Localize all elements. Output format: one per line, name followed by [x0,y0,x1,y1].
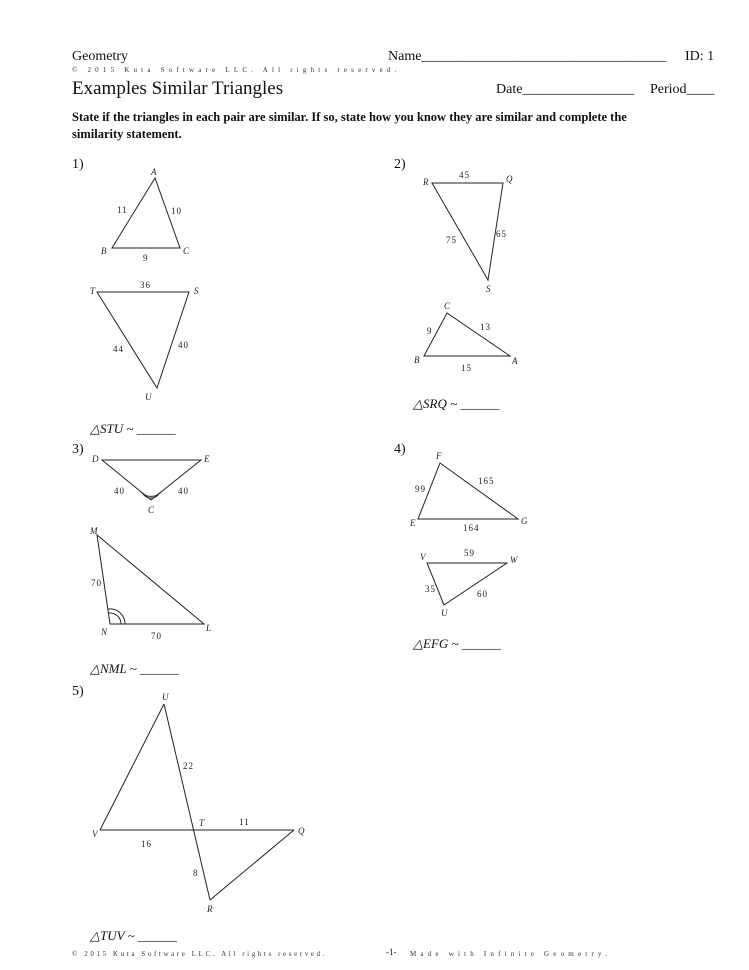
header-copyright: © 2015 Kuta Software LLC. All rights reserved. [72,66,401,74]
side-label: 35 [425,584,436,594]
side-label: 44 [113,344,124,354]
side-label: 15 [461,363,472,373]
instructions: State if the triangles in each pair are similar. If so, state how you know they are similar and complete the similarity statement. [72,110,627,141]
side-label: 16 [141,839,152,849]
footer-made-with: Made with Infinite Geometry. [410,950,612,958]
worksheet-id: ID: 1 [685,49,715,64]
vertex-label: G [521,516,529,526]
angle-mark [109,613,121,624]
name-field[interactable]: Name___________________________________ [388,49,667,64]
segment-ur [164,704,210,900]
vertex-label: L [206,623,213,633]
vertex-label: T [90,286,97,296]
side-label: 75 [446,235,457,245]
course-name: Geometry [72,49,128,64]
triangle-cba [424,313,510,356]
vertex-label: V [92,829,99,839]
vertex-label: M [90,526,99,536]
vertex-label: B [101,246,108,256]
date-field[interactable]: Date________________ [496,82,635,97]
vertex-label: V [420,552,427,562]
side-label: 10 [171,206,182,216]
side-label: 65 [496,229,507,239]
angle-mark [108,609,125,624]
triangle-vwu [427,563,507,605]
vertex-label: E [410,518,417,528]
problem-2-statement[interactable]: △SRQ ~ ______ [413,396,500,411]
problem-4-number: 4) [394,442,406,457]
segment-qr [210,830,294,900]
problem-1-number: 1) [72,157,84,172]
vertex-label: B [414,355,421,365]
side-label: 70 [91,578,102,588]
side-label: 165 [478,476,495,486]
problem-5-statement[interactable]: △TUV ~ ______ [90,928,177,943]
vertex-label: C [444,301,452,311]
vertex-label: Q [506,174,514,184]
problem-4-statement[interactable]: △EFG ~ ______ [413,636,501,651]
triangle-rqs [432,183,503,280]
triangle-feg [418,463,518,519]
side-label: 40 [178,340,189,350]
vertex-label: D [92,454,100,464]
side-label: 40 [178,486,189,496]
side-label: 60 [477,589,488,599]
problem-5-number: 5) [72,684,84,699]
vertex-label: N [101,627,109,637]
page-number: -1- [386,947,397,957]
side-label: 99 [415,484,426,494]
vertex-label: U [441,608,449,618]
vertex-label: U [145,392,153,402]
side-label: 70 [151,631,162,641]
footer-copyright: © 2015 Kuta Software LLC. All rights reserved. [72,950,327,958]
side-label: 36 [140,280,151,290]
triangle-stu [97,292,189,388]
worksheet-title: Examples Similar Triangles [72,78,284,99]
problem-3-statement[interactable]: △NML ~ ______ [90,661,180,676]
vertex-label: E [204,454,211,464]
vertex-label: R [207,904,214,914]
angle-mark [140,491,162,496]
side-label: 164 [463,523,480,533]
vertex-label: R [423,177,430,187]
segment-uv [100,704,164,830]
side-label: 11 [117,205,128,215]
side-label: 8 [193,868,199,878]
vertex-label: F [436,451,443,461]
problem-2-number: 2) [394,157,406,172]
vertex-label: Q [298,826,306,836]
triangle-mnl [97,535,204,624]
side-label: 40 [114,486,125,496]
period-field[interactable]: Period____ [650,82,715,97]
vertex-label: C [183,246,191,256]
vertex-label: U [162,692,170,702]
vertex-label: T [199,818,206,828]
side-label: 45 [459,170,470,180]
side-label: 9 [427,326,433,336]
vertex-label: A [151,167,158,177]
side-label: 22 [183,761,194,771]
vertex-label: W [510,555,519,565]
problem-3-number: 3) [72,442,84,457]
vertex-label: S [486,284,492,294]
vertex-label: A [512,356,519,366]
side-label: 13 [480,322,491,332]
side-label: 59 [464,548,475,558]
problem-1-statement[interactable]: △STU ~ ______ [90,421,176,436]
vertex-label: S [194,286,200,296]
side-label: 11 [239,817,250,827]
vertex-label: C [148,505,156,515]
side-label: 9 [143,253,149,263]
